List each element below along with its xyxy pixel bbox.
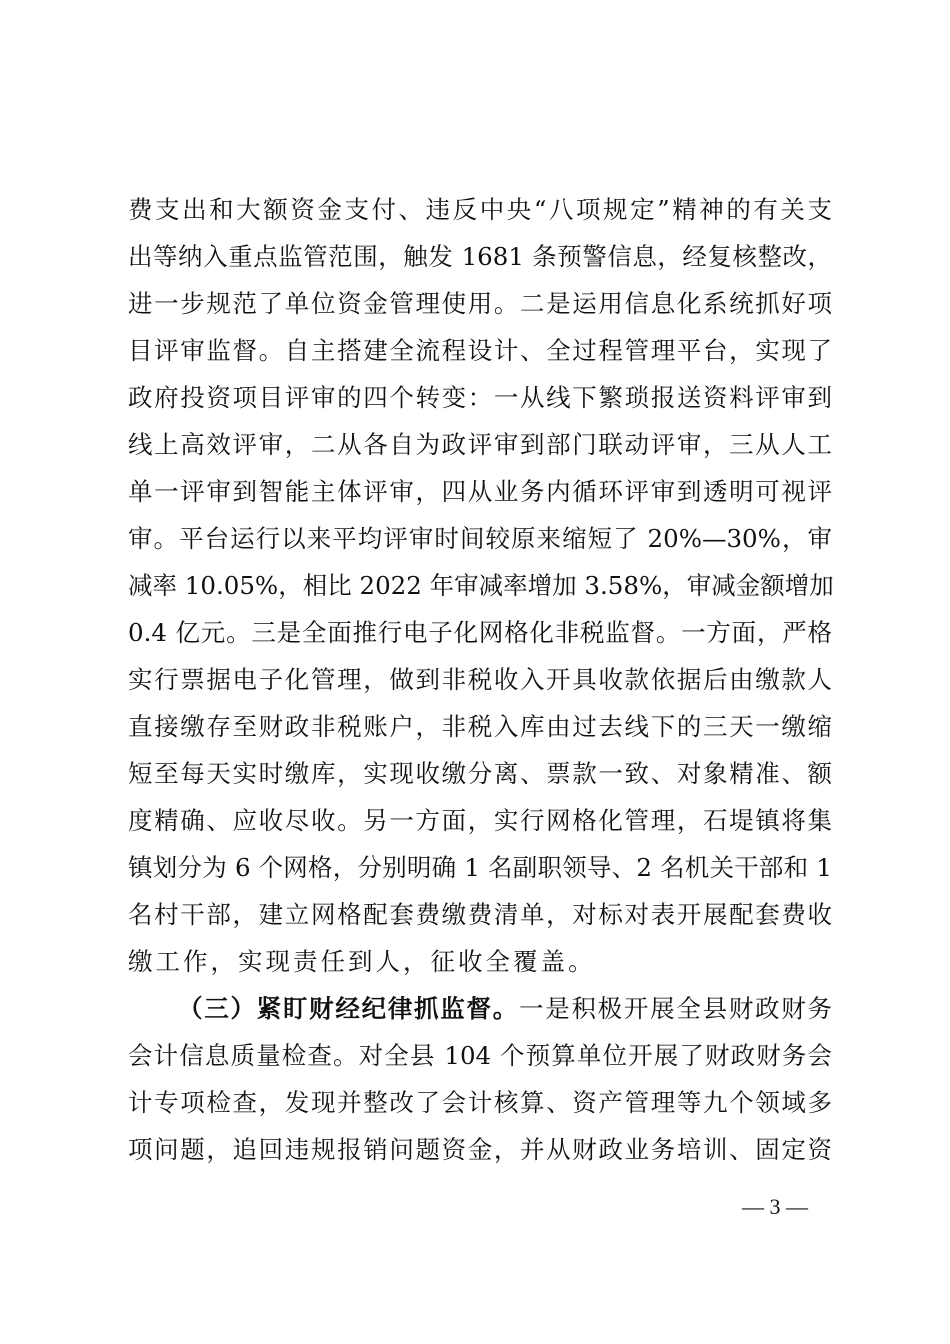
body-text-line: 名村干部，建立网格配套费缴费清单，对标对表开展配套费收 [128,900,832,929]
body-text-line: 进一步规范了单位资金管理使用。二是运用信息化系统抓好项 [128,289,832,318]
body-text-line: 目评审监督。自主搭建全流程设计、全过程管理平台，实现了 [128,336,832,365]
body-text-line: 费支出和大额资金支付、违反中央“八项规定”精神的有关支 [128,195,832,224]
section-heading: （三）紧盯财经纪律抓监督。 [178,994,519,1023]
body-text-line: 实行票据电子化管理，做到非税收入开具收款依据后由缴款人 [128,665,832,694]
body-text-line: 减率 10.05%，相比 2022 年审减率增加 3.58%，审减金额增加 [128,571,834,600]
body-text-line: 度精确、应收尽收。另一方面，实行网格化管理，石堤镇将集 [128,806,832,835]
body-text-line: 短至每天实时缴库，实现收缴分离、票款一致、对象精准、额 [128,759,832,788]
body-text-line: 会计信息质量检查。对全县 104 个预算单位开展了财政财务会 [128,1041,832,1070]
body-text-line: 计专项检查，发现并整改了会计核算、资产管理等九个领域多 [128,1088,832,1117]
body-text-line: 缴工作，实现责任到人，征收全覆盖。 [128,947,596,976]
body-text-line: 0.4 亿元。三是全面推行电子化网格化非税监督。一方面，严格 [128,618,832,647]
body-text-line: 线上高效评审，二从各自为政评审到部门联动评审，三从人工 [128,430,832,459]
body-text-line: 镇划分为 6 个网格，分别明确 1 名副职领导、2 名机关干部和 1 [128,853,832,882]
body-text-line: 单一评审到智能主体评审，四从业务内循环评审到透明可视评 [128,477,832,506]
body-text-line: 政府投资项目评审的四个转变：一从线下繁琐报送资料评审到 [128,383,832,412]
body-text-line: 出等纳入重点监管范围，触发 1681 条预警信息，经复核整改， [128,242,832,271]
section-heading-line [178,992,832,1026]
body-text-line: 直接缴存至财政非税账户，非税入库由过去线下的三天一缴缩 [128,712,832,741]
section-text: 一是积极开展全县财政财务 [518,994,833,1023]
body-text-line: 项问题，追回违规报销问题资金，并从财政业务培训、固定资 [128,1135,832,1164]
body-text-line: 审。平台运行以来平均评审时间较原来缩短了 20%—30%，审 [128,524,832,553]
page-number: — 3 — [742,1194,808,1219]
